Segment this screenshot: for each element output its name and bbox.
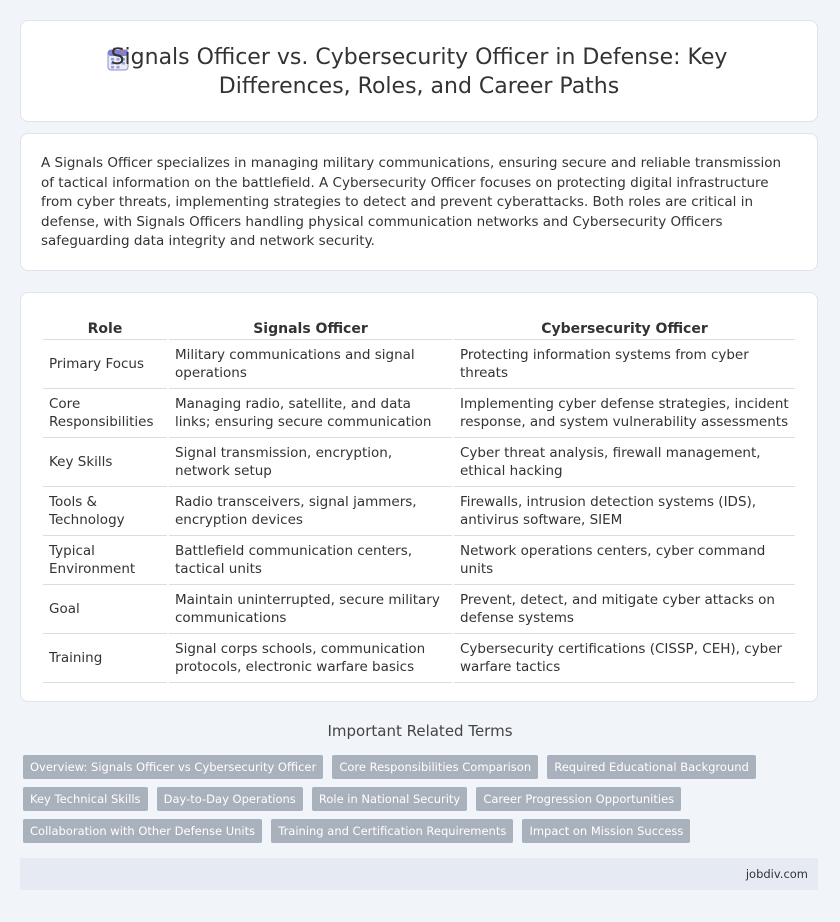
related-terms-list [23, 755, 749, 851]
table-cell: Firewalls, intrusion detection systems (IDS), antivirus software, SIEM [454, 487, 795, 536]
table-row [43, 340, 795, 389]
related-terms-heading: Important Related Terms [327, 722, 513, 740]
related-term-tag[interactable]: Required Educational Background [547, 755, 756, 779]
table-row [43, 536, 795, 585]
footer [20, 858, 818, 890]
table-cell: Prevent, detect, and mitigate cyber attacks on defense systems [454, 585, 795, 634]
table-cell: Cyber threat analysis, firewall management, ethical hacking [454, 438, 795, 487]
table-cell: Radio transceivers, signal jammers, encryption devices [169, 487, 452, 536]
table-cell: Network operations centers, cyber command units [454, 536, 795, 585]
title-card [20, 20, 818, 122]
table-row [43, 389, 795, 438]
table-cell: Military communications and signal operations [169, 340, 452, 389]
table-cell: Core Responsibilities [43, 389, 167, 438]
table-cell: Tools & Technology [43, 487, 167, 536]
table-row [43, 634, 795, 683]
table-cell: Key Skills [43, 438, 167, 487]
table-cell: Typical Environment [43, 536, 167, 585]
table-cell: Signal transmission, encryption, network setup [169, 438, 452, 487]
tag-row [23, 755, 749, 787]
column-header: Role [43, 313, 167, 340]
tag-row [23, 819, 723, 851]
related-term-tag[interactable]: Core Responsibilities Comparison [332, 755, 538, 779]
column-header: Cybersecurity Officer [454, 313, 795, 340]
comparison-card [20, 292, 818, 702]
table-cell: Goal [43, 585, 167, 634]
footer-site-link[interactable]: jobdiv.com [745, 867, 808, 881]
intro-card [20, 133, 818, 271]
related-term-tag[interactable]: Collaboration with Other Defense Units [23, 819, 262, 843]
table-cell: Managing radio, satellite, and data links; ensuring secure communication [169, 389, 452, 438]
column-header: Signals Officer [169, 313, 452, 340]
related-term-tag[interactable]: Career Progression Opportunities [476, 787, 681, 811]
table-cell: Training [43, 634, 167, 683]
related-term-tag[interactable]: Impact on Mission Success [522, 819, 690, 843]
table-cell: Protecting information systems from cyber threats [454, 340, 795, 389]
related-term-tag[interactable]: Training and Certification Requirements [271, 819, 513, 843]
table-row [43, 438, 795, 487]
table-row [43, 585, 795, 634]
table-cell: Implementing cyber defense strategies, incident response, and system vulnerability assessments [454, 389, 795, 438]
related-term-tag[interactable]: Key Technical Skills [23, 787, 148, 811]
tag-row [23, 787, 723, 819]
table-cell: Signal corps schools, communication protocols, electronic warfare basics [169, 634, 452, 683]
table-cell: Maintain uninterrupted, secure military communications [169, 585, 452, 634]
related-term-tag[interactable]: Role in National Security [312, 787, 467, 811]
comparison-table [41, 313, 797, 683]
table-cell: Primary Focus [43, 340, 167, 389]
table-header-row [43, 313, 795, 340]
page-title: Signals Officer vs. Cybersecurity Officer in Defense: Key Differences, Roles, and Career Paths [110, 45, 728, 99]
table-cell: Cybersecurity certifications (CISSP, CEH), cyber warfare tactics [454, 634, 795, 683]
related-term-tag[interactable]: Overview: Signals Officer vs Cybersecurity Officer [23, 755, 323, 779]
related-term-tag[interactable]: Day-to-Day Operations [157, 787, 303, 811]
table-cell: Battlefield communication centers, tactical units [169, 536, 452, 585]
table-row [43, 487, 795, 536]
intro-paragraph: A Signals Officer specializes in managing military communications, ensuring secure and reliable transmission of tactical information on the battlefield. A Cybersecurity Officer focuses on protecting digital infrastructure from cyber threats, implementing strategies to detect and prevent cyberattacks. Both roles are critical in defense, with Signals Officers handling physical communication networks and Cybersecurity Officers safeguarding data integrity and network security. [41, 155, 782, 249]
